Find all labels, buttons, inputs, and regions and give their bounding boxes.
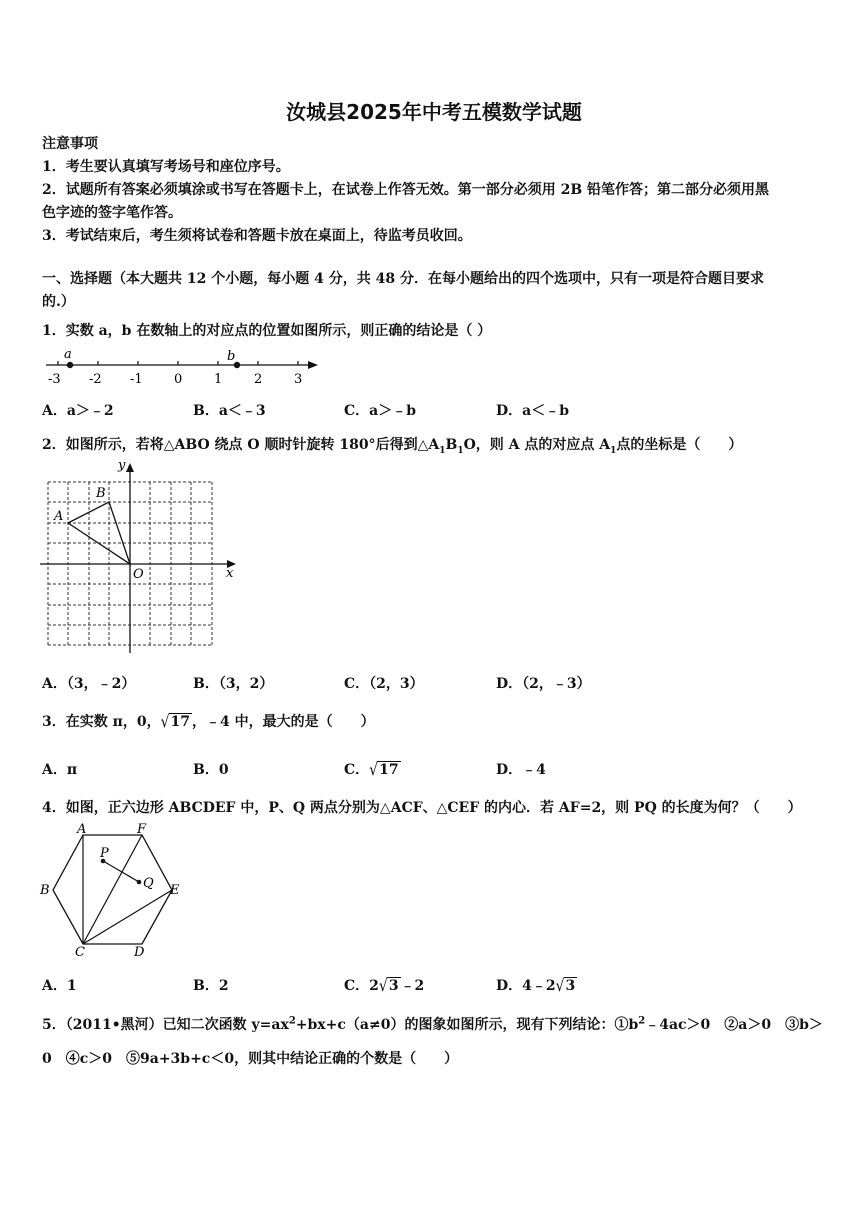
q1-stem: 1．实数 a，b 在数轴上的对应点的位置如图所示，则正确的结论是（ ） [42,323,492,339]
tick-label: 3 [294,372,303,387]
q5-stem-line2: 0 ④c＞0 ⑤9a+3b+c＜0，则其中结论正确的个数是（ ） [42,1051,459,1067]
label-b: B [40,883,50,898]
notice-heading: 注意事项 [42,136,98,152]
q4-option-d: D．4﹣2√3 [496,976,576,996]
label-q: Q [143,876,154,891]
q4-stem: 4．如图，正六边形 ABCDEF 中，P、Q 两点分别为△ACF、△CEF 的内心．若 AF=2，则 PQ 的长度为何？（ ） [42,800,802,816]
hexagon-figure [36,822,186,958]
label-a: A [54,509,64,524]
tick-label: -3 [48,372,61,387]
q3-option-a: A．π [42,762,78,778]
label-o: O [133,567,144,582]
notice-item-3: 3．考试结束后，考生须将试卷和答题卡放在桌面上，待监考员收回。 [42,228,472,244]
q2-option-b: B．（3，2） [193,676,274,692]
label-d: D [134,945,145,958]
label-c: C [75,945,85,958]
label-f: F [137,822,147,837]
label-y: y [118,458,126,473]
tick-label: 2 [254,372,263,387]
tick-label: 1 [214,372,223,387]
number-line-figure [40,344,325,389]
q3-option-d: D．﹣4 [496,762,546,778]
grid-figure [38,457,243,657]
tick-label: -1 [130,372,143,387]
notice-item-2-cont: 色字迹的签字笔作答。 [42,205,182,221]
q1-option-c: C．a＞﹣b [344,403,417,419]
q2-stem: 2．如图所示，若将△ABO 绕点 O 顺时针旋转 180°后得到$\triangle A_1B_1O$，则 A 点的对应点 $A_1$点的坐标是（ ） [42,437,743,456]
q4-option-b: B．2 [193,978,229,994]
notice-item-1: 1．考生要认真填写考场号和座位序号。 [42,159,290,175]
label-p: P [100,846,109,861]
point-a-label: a [64,347,72,362]
tick-label: 0 [174,372,183,387]
label-e: E [170,883,180,898]
label-a: A [77,822,87,837]
q1-option-d: D．a＜﹣b [496,403,570,419]
tick-label: -2 [89,372,102,387]
q3-option-c: C．√17 [344,760,399,780]
q4-option-a: A．1 [42,978,77,994]
q1-option-a: A．a＞﹣2 [42,403,114,419]
q2-option-d: D．（2，﹣3） [496,676,591,692]
notice-item-2: 2．试题所有答案必须填涂或书写在答题卡上，在试卷上作答无效。第一部分必须用 2B 铅笔作答；第二部分必须用黑 [42,182,770,198]
label-b: B [96,486,106,501]
q2-option-a: A．（3，﹣2） [42,676,136,692]
section-heading-cont: 的.） [42,294,75,310]
page-title: 汝城县2025年中考五模数学试题 [286,100,582,124]
q2-option-c: C．（2，3） [344,676,424,692]
point-b-label: b [227,349,236,364]
q3-option-b: B．0 [193,762,229,778]
label-x: x [226,566,234,581]
q1-option-b: B．a＜﹣3 [193,403,266,419]
section-heading: 一、选择题（本大题共 12 个小题，每小题 4 分，共 48 分．在每小题给出的四个选项中，只有一项是符合题目要求 [42,271,764,287]
q3-stem: 3．在实数 π，0，√17 ，﹣4 中，最大的是（ ） [42,712,375,732]
q4-option-c: C．2√3 ﹣2 [344,976,425,996]
q5-stem-line1: 5．（2011•黑河）已知二次函数 $y=ax^2+bx+c(a\ne 0)$的图象如图所示，现有下列结论：$①b^2﹣4ac>0$ ②a＞0 ③b＞ [42,1015,823,1033]
